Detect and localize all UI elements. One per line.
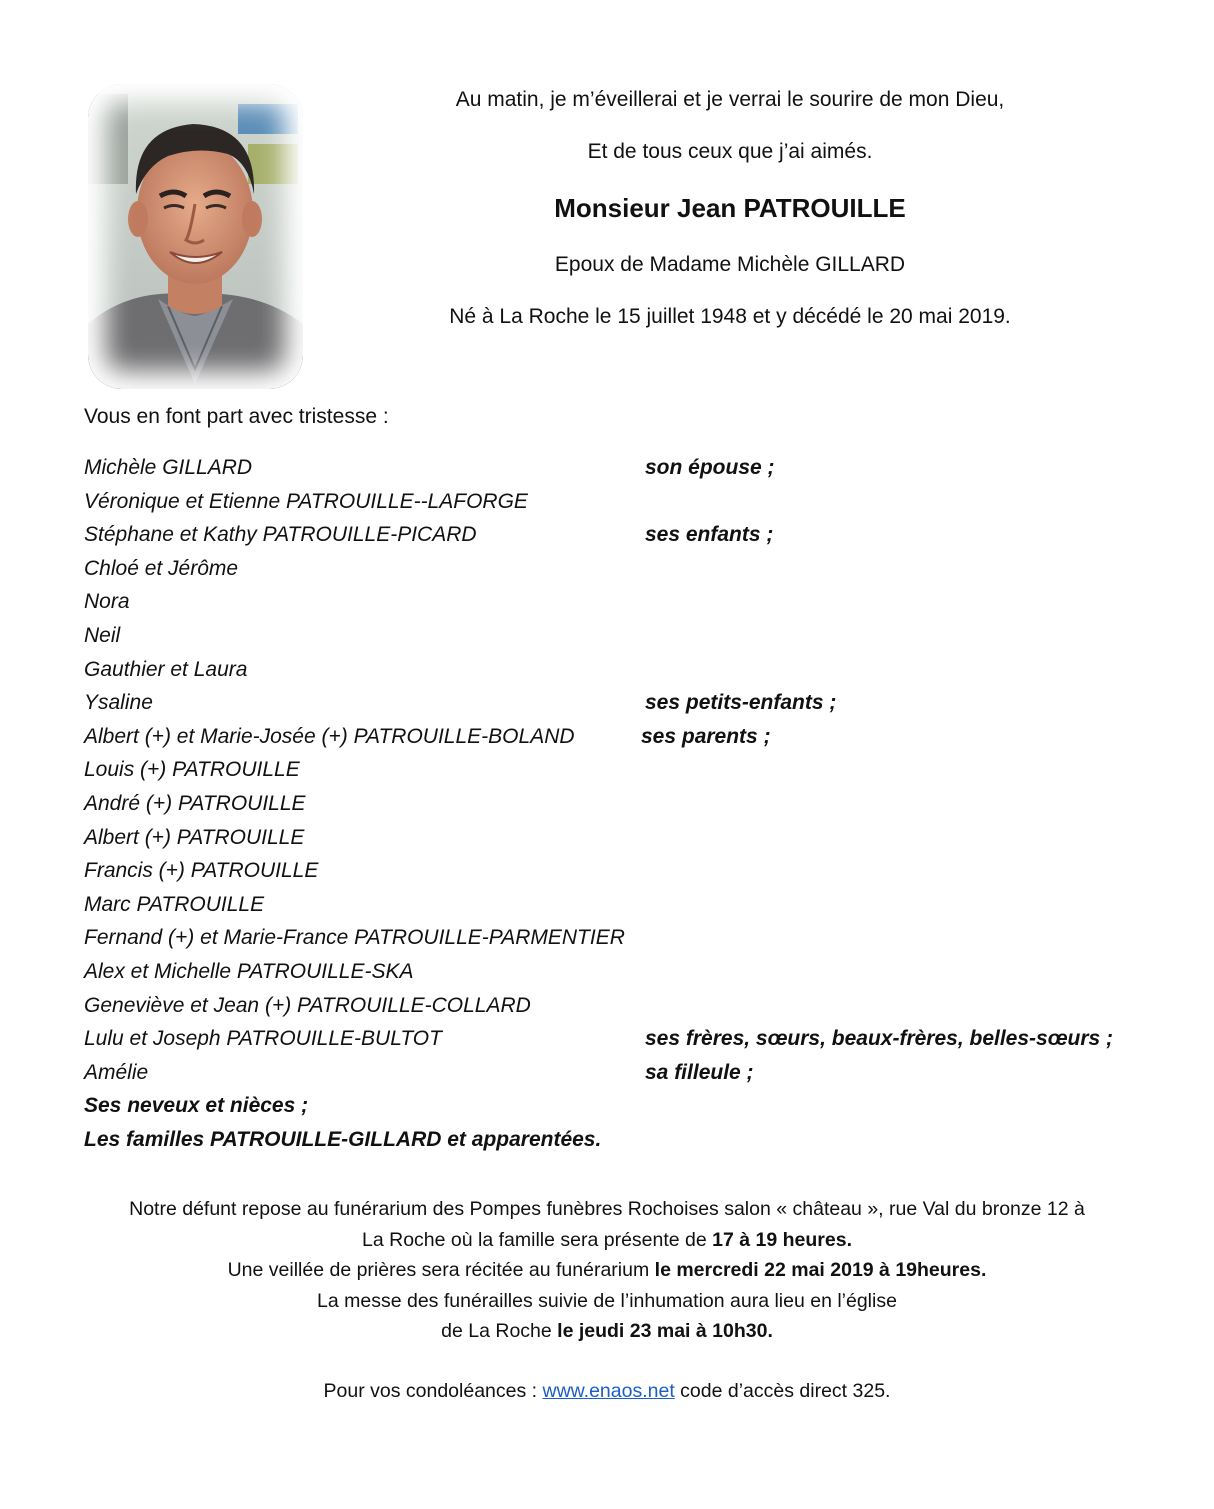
family-name: Gauthier et Laura [84,657,248,681]
family-name: Louis (+) PATROUILLE [84,758,300,782]
family-name: Francis (+) PATROUILLE [84,859,319,883]
family-name: Geneviève et Jean (+) PATROUILLE-COLLARD [84,993,531,1017]
family-role: ses enfants ; [645,523,774,547]
family-name: Neil [84,623,121,647]
list-item [84,792,1184,826]
family-name: Lulu et Joseph PATROUILLE-BULTOT [84,1027,442,1051]
list-item [84,758,1184,792]
intro-text: Vous en font part avec tristesse : [84,405,389,428]
list-item [84,826,1184,860]
funeral-text: de La Roche [441,1320,558,1342]
family-role: son épouse ; [645,456,775,479]
portrait-photo [88,84,303,389]
list-item [84,691,1184,725]
list-item [84,590,1184,624]
deceased-name: Monsieur Jean PATROUILLE [554,193,906,223]
list-item [84,490,1184,524]
family-name: Marc PATROUILLE [84,892,265,916]
funeral-line-1: Notre défunt repose au funérarium des Pompes funèbres Rochoises salon « château », rue Val du bronze 12 à [129,1198,1085,1220]
family-name: Amélie [84,1060,149,1084]
spouse-line: Epoux de Madame Michèle GILLARD [554,253,906,276]
birth-death-dates: Né à La Roche le 15 juillet 1948 et y décédé le 20 mai 2019. [449,305,1011,328]
funeral-info [60,1194,1154,1347]
family-name: Albert (+) PATROUILLE [84,825,305,849]
list-item [84,859,1184,893]
list-item [84,1027,1184,1061]
list-item [84,994,1184,1028]
vigil-date: le mercredi 22 mai 2019 à 19heures. [654,1259,987,1281]
family-role: sa filleule ; [645,1060,754,1084]
family-name: Nora [84,590,130,614]
family-list [84,456,1184,1161]
list-item [84,960,1184,994]
list-item [84,1094,1184,1128]
family-name: Véronique et Etienne PATROUILLE--LAFORGE [84,489,528,513]
family-name: Chloé et Jérôme [84,556,239,580]
funeral-line-5 [60,1316,1154,1347]
list-item [84,658,1184,692]
funeral-line-2 [60,1225,1154,1256]
condolences-suffix: code d’accès direct 325. [674,1380,891,1402]
funeral-line-4: La messe des funérailles suivie de l’inhumation aura lieu en l’église [317,1289,897,1312]
list-item [84,1061,1184,1095]
list-item [84,624,1184,658]
funeral-line-3 [60,1255,1154,1286]
list-item [84,725,1184,759]
family-role: ses frères, sœurs, beaux-frères, belles-sœurs ; [645,1027,1114,1051]
quote-line-1: Au matin, je m’éveillerai et je verrai le sourire de mon Dieu, [455,88,1005,111]
list-item [84,456,1184,490]
condolences [60,1376,1154,1407]
family-name: Albert (+) et Marie-Josée (+) PATROUILLE-BOLAND [84,724,575,748]
list-item [84,893,1184,927]
funeral-date: le jeudi 23 mai à 10h30. [557,1320,773,1342]
list-item [84,523,1184,557]
condolences-prefix: Pour vos condoléances : [323,1380,543,1402]
family-role: ses parents ; [641,724,771,748]
visiting-hours: 17 à 19 heures. [712,1228,852,1251]
family-name: Fernand (+) et Marie-France PATROUILLE-PARMENTIER [84,926,625,950]
list-item [84,1128,1184,1162]
family-name: Stéphane et Kathy PATROUILLE-PICARD [84,523,477,547]
family-name: Ysaline [84,691,153,715]
funeral-text: Une veillée de prières sera récitée au funérarium [227,1259,655,1281]
family-role: ses petits-enfants ; [645,691,837,715]
list-item [84,557,1184,591]
quote-line-2: Et de tous ceux que j’ai aimés. [587,140,873,163]
family-name: André (+) PATROUILLE [84,791,306,815]
family-name: Alex et Michelle PATROUILLE-SKA [84,959,414,983]
family-name: Les familles PATROUILLE-GILLARD et apparentées. [84,1127,602,1151]
condolences-link[interactable]: www.enaos.net [542,1380,675,1402]
list-item [84,926,1184,960]
family-name: Michèle GILLARD [84,456,253,479]
family-name: Ses neveux et nièces ; [84,1094,309,1118]
funeral-text: La Roche où la famille sera présente de [362,1228,713,1251]
photo-vignette [88,84,303,389]
